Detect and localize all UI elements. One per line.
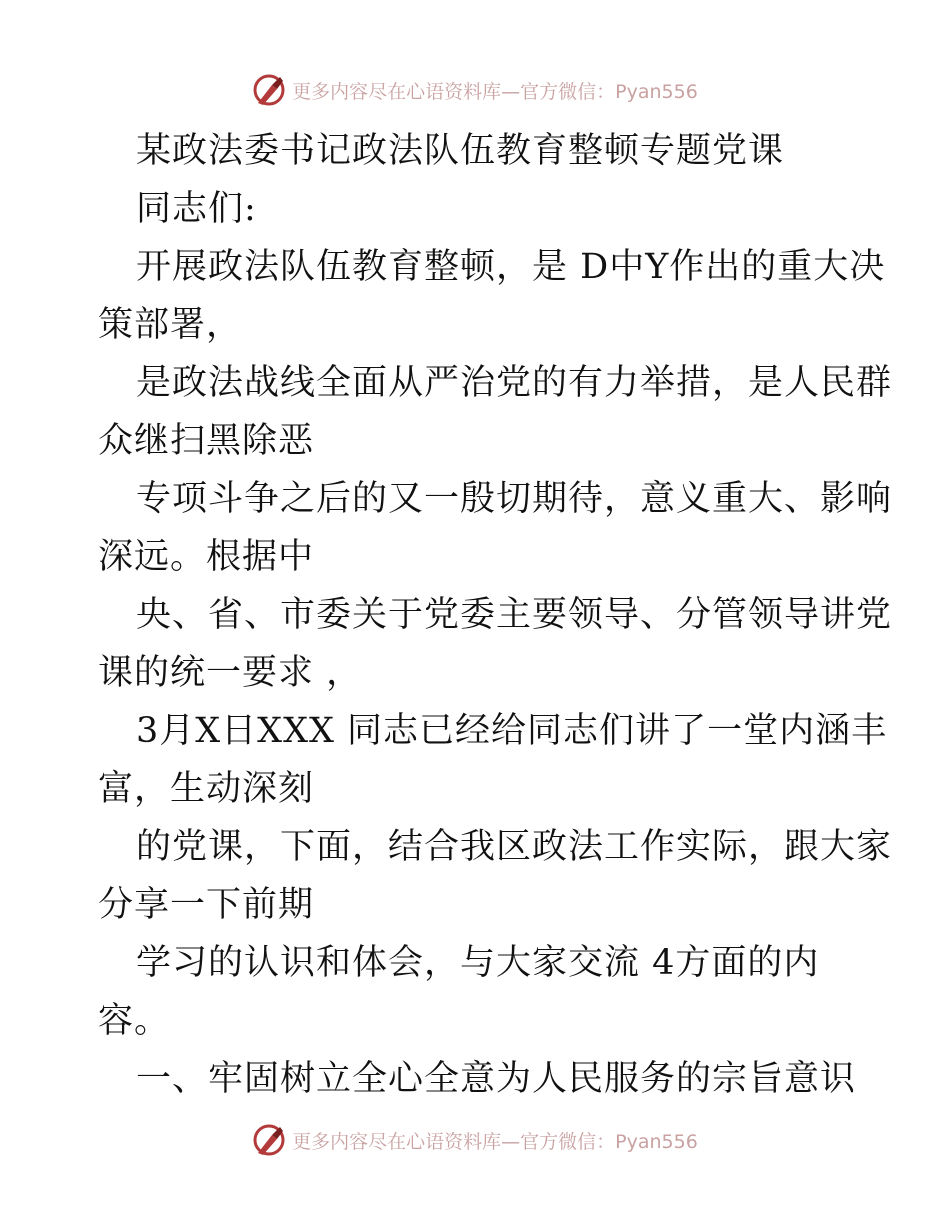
text-line: 众继扫黑除恶 bbox=[98, 421, 315, 461]
text-line: 学习的认识和体会，与大家交流 4方面的内 bbox=[136, 943, 820, 983]
header-watermark-banner bbox=[0, 68, 950, 112]
text-line: 深远。根据中 bbox=[98, 537, 315, 577]
text-line: 同志们: bbox=[136, 189, 257, 229]
text-line: 央、省、市委关于党委主要领导、分管领导讲党 bbox=[136, 595, 893, 635]
text-line: 课的统一要求 ， bbox=[98, 653, 363, 693]
text-line: 富，生动深刻 bbox=[98, 769, 315, 809]
text-line: 专项斗争之后的又一殷切期待，意义重大、影响 bbox=[136, 479, 893, 519]
text-line: 是政法战线全面从严治党的有力举措，是人民群 bbox=[136, 363, 893, 403]
banner-text: 更多内容尽在心语资料库—官方微信：Pyan556 bbox=[292, 1130, 698, 1153]
text-line: 的党课，下面，结合我区政法工作实际，跟大家 bbox=[136, 827, 893, 867]
footer-watermark-banner bbox=[0, 1118, 950, 1162]
document-body bbox=[98, 122, 893, 1108]
text-line: 一、牢固树立全心全意为人民服务的宗旨意识 bbox=[136, 1059, 857, 1099]
text-line: 策部署， bbox=[98, 305, 243, 345]
text-line: 开展政法队伍教育整顿，是 D中Y作出的重大决 bbox=[136, 247, 886, 287]
pen-logo-icon bbox=[252, 1123, 286, 1157]
pen-logo-icon bbox=[252, 73, 286, 107]
text-line: 3月X日XXX 同志已经给同志们讲了一堂内涵丰 bbox=[136, 711, 888, 751]
banner-text: 更多内容尽在心语资料库—官方微信：Pyan556 bbox=[292, 80, 698, 103]
document-title: 某政法委书记政法队伍教育整顿专题党课 bbox=[136, 131, 785, 171]
text-line: 分享一下前期 bbox=[98, 885, 315, 925]
text-line: 容。 bbox=[98, 1001, 171, 1041]
